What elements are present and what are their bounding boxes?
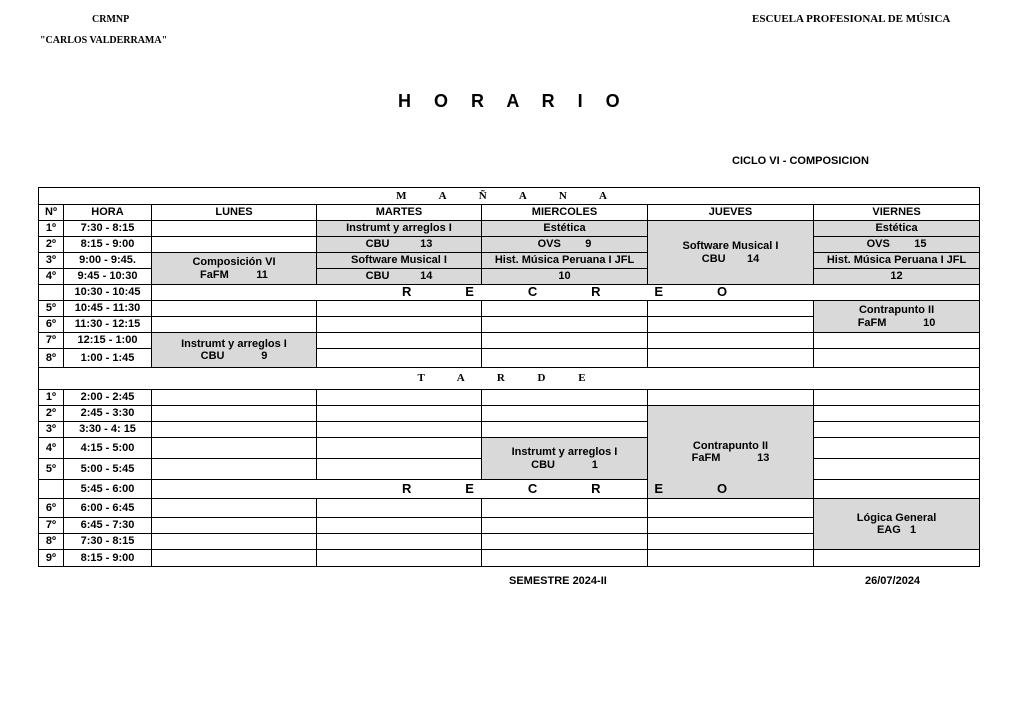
course-cell bbox=[317, 269, 482, 285]
course-name: Contrapunto II bbox=[858, 304, 935, 317]
course-cell bbox=[814, 237, 980, 253]
period-num: 9º bbox=[39, 550, 64, 567]
empty-cell bbox=[814, 333, 980, 349]
period-time: 2:00 - 2:45 bbox=[64, 390, 152, 406]
recreo-letter: E bbox=[465, 284, 474, 300]
course-name: Estética bbox=[875, 222, 918, 235]
empty-cell bbox=[317, 550, 482, 567]
empty-cell bbox=[152, 422, 317, 438]
course-room: 15 bbox=[914, 238, 927, 251]
empty-cell bbox=[152, 499, 317, 518]
empty-cell bbox=[152, 550, 317, 567]
col-num: Nº bbox=[39, 205, 64, 221]
empty-cell bbox=[152, 390, 317, 406]
course-room: 14 bbox=[747, 252, 760, 265]
col-miercoles: MIERCOLES bbox=[482, 205, 648, 221]
period-time: 8:15 - 9:00 bbox=[64, 237, 152, 253]
recreo-letter: R bbox=[591, 284, 601, 300]
course-cell bbox=[814, 269, 980, 285]
course-cell bbox=[482, 221, 648, 237]
recreo-letter: O bbox=[716, 480, 728, 496]
empty-cell bbox=[317, 518, 482, 534]
empty-cell bbox=[814, 349, 980, 368]
recreo-letter: R bbox=[402, 284, 412, 300]
period-num: 2º bbox=[39, 406, 64, 422]
recreo-label bbox=[152, 285, 980, 301]
empty-cell bbox=[814, 438, 980, 459]
empty-cell bbox=[152, 221, 317, 237]
course-code: CBU bbox=[200, 350, 225, 362]
course-room: 12 bbox=[890, 270, 903, 283]
empty-cell bbox=[317, 534, 482, 550]
semester-label: SEMESTRE 2024-II bbox=[509, 575, 607, 587]
course-code: CBU bbox=[365, 238, 390, 251]
course-name: Instrumt y arreglos I bbox=[511, 446, 618, 459]
empty-cell bbox=[317, 301, 482, 317]
table-row bbox=[39, 550, 980, 567]
empty-cell bbox=[482, 518, 648, 534]
empty-cell bbox=[317, 349, 482, 368]
course-name: Hist. Música Peruana I JFL bbox=[826, 254, 967, 267]
course-room: 10 bbox=[923, 316, 936, 329]
course-code: OVS bbox=[537, 238, 561, 251]
course-room: 1 bbox=[909, 524, 917, 536]
period-time: 7:30 - 8:15 bbox=[64, 221, 152, 237]
empty-cell bbox=[152, 459, 317, 480]
period-time: 6:00 - 6:45 bbox=[64, 499, 152, 518]
empty-cell bbox=[317, 422, 482, 438]
course-name: Instrumt y arreglos I bbox=[346, 222, 452, 235]
col-jueves: JUEVES bbox=[648, 205, 814, 221]
empty-cell bbox=[648, 390, 814, 406]
school-name: ESCUELA PROFESIONAL DE MÚSICA bbox=[752, 13, 951, 25]
period-time: 11:30 - 12:15 bbox=[64, 317, 152, 333]
period-num: 5º bbox=[39, 459, 64, 480]
period-time: 8:15 - 9:00 bbox=[64, 550, 152, 567]
course-code: OVS bbox=[866, 238, 890, 251]
empty-cell bbox=[317, 406, 482, 422]
empty-cell bbox=[814, 550, 980, 567]
afternoon-header: T A R D E bbox=[39, 368, 980, 390]
empty-cell bbox=[152, 317, 317, 333]
empty-cell bbox=[648, 333, 814, 349]
institution-name: "CARLOS VALDERRAMA" bbox=[40, 35, 168, 46]
course-name: Hist. Música Peruana I JFL bbox=[494, 254, 635, 267]
date-label: 26/07/2024 bbox=[865, 575, 921, 587]
course-room: 11 bbox=[256, 268, 268, 281]
period-time: 9:00 - 9:45. bbox=[64, 253, 152, 269]
schedule-table bbox=[38, 187, 980, 567]
empty-cell bbox=[814, 422, 980, 438]
col-viernes: VIERNES bbox=[814, 205, 980, 221]
period-time: 3:30 - 4: 15 bbox=[64, 422, 152, 438]
column-header-row bbox=[39, 205, 980, 221]
period-time: 6:45 - 7:30 bbox=[64, 518, 152, 534]
empty-cell bbox=[317, 499, 482, 518]
period-num: 5º bbox=[39, 301, 64, 317]
empty-cell bbox=[814, 406, 980, 422]
empty-cell bbox=[482, 317, 648, 333]
course-code: FaFM bbox=[691, 452, 721, 464]
period-num: 7º bbox=[39, 518, 64, 534]
course-code: CBU bbox=[365, 270, 390, 283]
period-num: 8º bbox=[39, 534, 64, 550]
period-num: 1º bbox=[39, 390, 64, 406]
recreo-letter: C bbox=[527, 480, 538, 496]
empty-cell bbox=[648, 518, 814, 534]
course-cell bbox=[814, 221, 980, 237]
period-time: 9:45 - 10:30 bbox=[64, 269, 152, 285]
period-num bbox=[39, 480, 64, 499]
empty-cell bbox=[648, 301, 814, 317]
course-name: Instrumt y arreglos I bbox=[181, 337, 287, 350]
course-room: 13 bbox=[757, 452, 770, 464]
course-name: Software Musical I bbox=[351, 254, 447, 267]
cycle-label: CICLO VI - COMPOSICION bbox=[732, 155, 869, 167]
recreo-letter: E bbox=[654, 284, 664, 300]
course-room: 1 bbox=[591, 458, 598, 471]
empty-cell bbox=[317, 333, 482, 349]
empty-cell bbox=[814, 390, 980, 406]
course-cell bbox=[814, 499, 980, 550]
table-row bbox=[39, 499, 980, 518]
page-title: H O R A R I O bbox=[398, 91, 629, 111]
recreo-row bbox=[39, 285, 980, 301]
course-cell bbox=[814, 253, 980, 269]
empty-cell bbox=[317, 317, 482, 333]
period-num: 3º bbox=[39, 253, 64, 269]
empty-cell bbox=[648, 499, 814, 518]
period-num: 8º bbox=[39, 349, 64, 368]
col-martes: MARTES bbox=[317, 205, 482, 221]
period-num: 7º bbox=[39, 333, 64, 349]
empty-cell bbox=[152, 518, 317, 534]
course-name: Software Musical I bbox=[682, 240, 779, 253]
period-num: 4º bbox=[39, 269, 64, 285]
course-cell bbox=[648, 221, 814, 285]
course-code: FaFM bbox=[200, 268, 229, 281]
course-cell bbox=[152, 253, 317, 285]
empty-cell bbox=[648, 317, 814, 333]
col-hora: HORA bbox=[64, 205, 152, 221]
period-num bbox=[39, 285, 64, 301]
course-code: EAG bbox=[876, 524, 901, 536]
empty-cell bbox=[482, 534, 648, 550]
course-cell bbox=[317, 221, 482, 237]
course-room: 13 bbox=[420, 238, 433, 251]
period-time: 5:00 - 5:45 bbox=[64, 459, 152, 480]
institution-acronym: CRMNP bbox=[92, 14, 130, 25]
period-time: 1:00 - 1:45 bbox=[64, 349, 152, 368]
course-cell bbox=[482, 253, 648, 269]
course-room: 9 bbox=[585, 238, 592, 251]
table-row bbox=[39, 237, 980, 253]
empty-cell bbox=[482, 301, 648, 317]
empty-cell bbox=[482, 349, 648, 368]
empty-cell bbox=[152, 438, 317, 459]
period-time: 10:30 - 10:45 bbox=[64, 285, 152, 301]
course-code: CBU bbox=[531, 458, 556, 471]
recreo-letter: C bbox=[527, 284, 538, 300]
period-num: 6º bbox=[39, 499, 64, 518]
period-time: 12:15 - 1:00 bbox=[64, 333, 152, 349]
recreo-letter: O bbox=[716, 284, 728, 300]
empty-cell bbox=[317, 390, 482, 406]
course-room: 10 bbox=[558, 270, 571, 283]
period-num: 6º bbox=[39, 317, 64, 333]
empty-cell bbox=[648, 550, 814, 567]
recreo-letter: R bbox=[402, 480, 412, 496]
course-name: Estética bbox=[543, 222, 586, 235]
recreo-letter: E bbox=[654, 480, 664, 496]
morning-header: M A Ñ A N A bbox=[39, 188, 980, 205]
table-row bbox=[39, 438, 980, 459]
course-cell bbox=[482, 438, 648, 480]
course-cell bbox=[317, 253, 482, 269]
table-row bbox=[39, 333, 980, 349]
col-lunes: LUNES bbox=[152, 205, 317, 221]
empty-cell bbox=[814, 459, 980, 480]
recreo-letter: R bbox=[591, 480, 601, 496]
course-name: Lógica General bbox=[856, 511, 937, 524]
period-time: 10:45 - 11:30 bbox=[64, 301, 152, 317]
empty-cell bbox=[482, 499, 648, 518]
empty-cell bbox=[152, 534, 317, 550]
empty-cell bbox=[482, 422, 648, 438]
empty-cell bbox=[648, 534, 814, 550]
course-cell bbox=[482, 269, 648, 285]
empty-cell bbox=[317, 438, 482, 459]
table-row bbox=[39, 390, 980, 406]
course-name: Contrapunto II bbox=[692, 439, 769, 452]
empty-cell bbox=[152, 237, 317, 253]
empty-cell bbox=[152, 406, 317, 422]
period-time: 2:45 - 3:30 bbox=[64, 406, 152, 422]
empty-cell bbox=[317, 459, 482, 480]
table-row bbox=[39, 406, 980, 422]
course-name: Composición VI bbox=[192, 256, 276, 269]
table-row bbox=[39, 221, 980, 237]
course-cell bbox=[814, 301, 980, 333]
empty-cell bbox=[482, 406, 648, 422]
course-cell bbox=[482, 237, 648, 253]
period-num: 4º bbox=[39, 438, 64, 459]
empty-cell bbox=[482, 333, 648, 349]
course-room: 9 bbox=[261, 350, 268, 362]
table-row bbox=[39, 301, 980, 317]
recreo-letter: E bbox=[465, 480, 474, 496]
course-cell bbox=[317, 237, 482, 253]
period-time: 7:30 - 8:15 bbox=[64, 534, 152, 550]
empty-cell bbox=[482, 550, 648, 567]
recreo-label bbox=[152, 480, 980, 499]
period-num: 2º bbox=[39, 237, 64, 253]
period-num: 3º bbox=[39, 422, 64, 438]
course-room: 14 bbox=[420, 270, 433, 283]
period-time: 4:15 - 5:00 bbox=[64, 438, 152, 459]
recreo-row bbox=[39, 480, 980, 499]
table-row bbox=[39, 253, 980, 269]
empty-cell bbox=[648, 349, 814, 368]
period-num: 1º bbox=[39, 221, 64, 237]
period-time: 5:45 - 6:00 bbox=[64, 480, 152, 499]
course-cell bbox=[152, 333, 317, 368]
table-row bbox=[39, 422, 980, 438]
empty-cell bbox=[152, 301, 317, 317]
empty-cell bbox=[482, 390, 648, 406]
course-code: CBU bbox=[701, 252, 726, 265]
course-code: FaFM bbox=[857, 316, 887, 329]
